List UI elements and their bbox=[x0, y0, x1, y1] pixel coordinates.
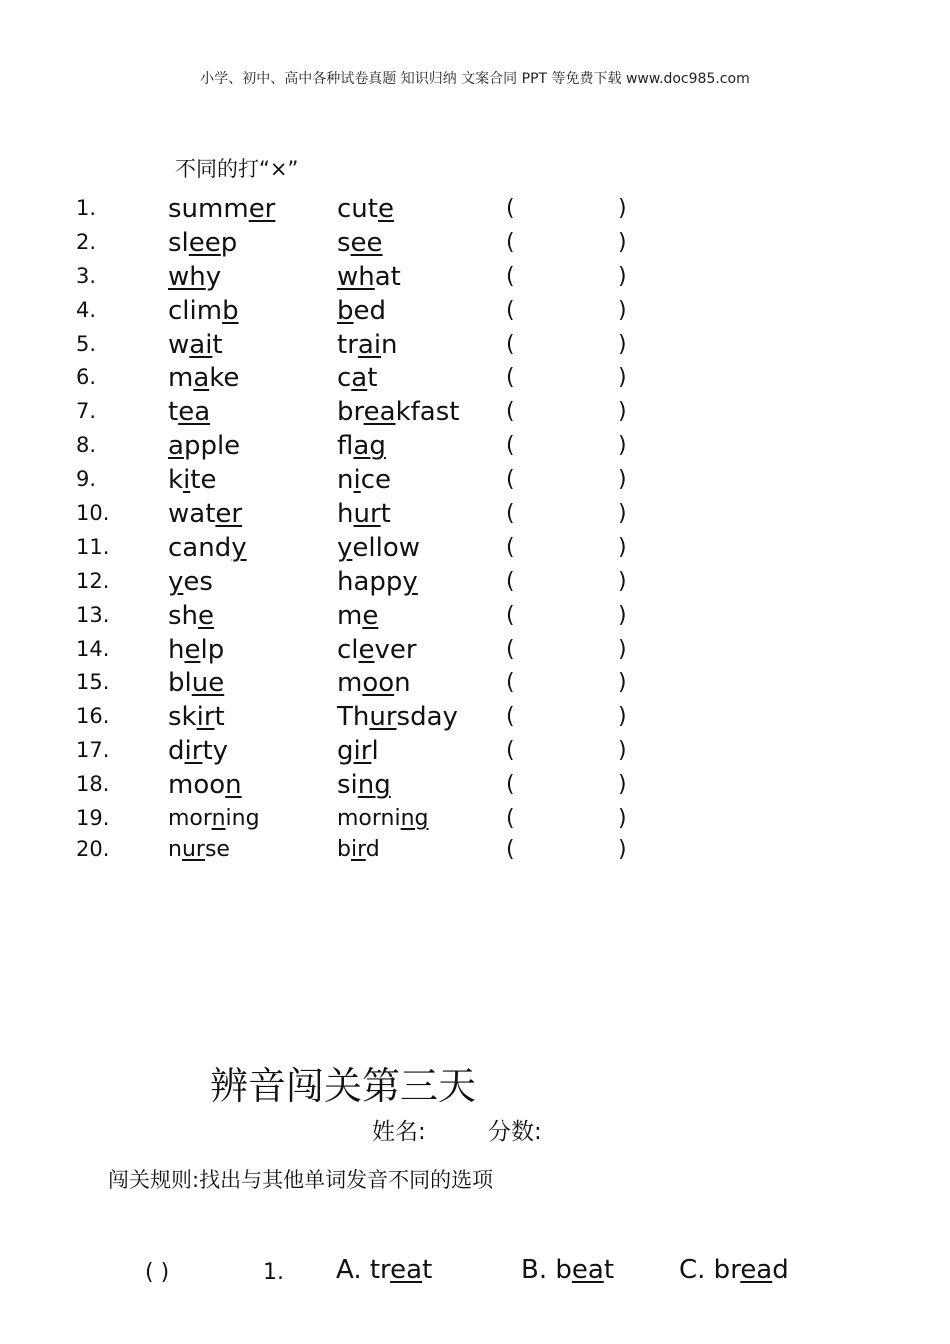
item-number: 18. bbox=[76, 772, 110, 797]
answer-paren-close: ) bbox=[618, 704, 627, 730]
answer-paren-open: ( bbox=[506, 263, 515, 289]
underlined-letters: a bbox=[168, 431, 184, 462]
word-two bbox=[337, 601, 378, 631]
list-item bbox=[0, 531, 950, 565]
list-item bbox=[0, 260, 950, 294]
item-number: 12. bbox=[76, 568, 110, 593]
word-part: ellow bbox=[352, 532, 421, 563]
word-part: k bbox=[168, 465, 184, 496]
list-item bbox=[0, 599, 950, 633]
option-b-post: t bbox=[603, 1255, 615, 1285]
word-one bbox=[168, 363, 239, 393]
underlined-letters: wh bbox=[168, 261, 206, 292]
underlined-letters: oo bbox=[362, 668, 395, 699]
word-part: bl bbox=[168, 668, 192, 699]
word-one bbox=[168, 431, 240, 461]
word-part: fl bbox=[337, 431, 354, 462]
answer-paren-close: ) bbox=[618, 837, 627, 863]
word-part: h bbox=[337, 499, 354, 530]
underlined-letters: wh bbox=[337, 261, 375, 292]
word-part: happ bbox=[337, 566, 403, 597]
option-a-pre: A. tr bbox=[336, 1255, 391, 1285]
word-two bbox=[337, 837, 380, 862]
word-part: mor bbox=[168, 806, 212, 832]
word-part: clim bbox=[168, 295, 223, 326]
underlined-letters: ir bbox=[184, 736, 203, 767]
list-item bbox=[0, 361, 950, 395]
word-two bbox=[337, 533, 420, 563]
word-one bbox=[168, 228, 237, 258]
word-two bbox=[337, 431, 386, 461]
word-one bbox=[168, 465, 217, 495]
list-item bbox=[0, 497, 950, 531]
underlined-letters: b bbox=[222, 295, 239, 326]
answer-paren-open: ( bbox=[506, 568, 515, 594]
section-title: 辨音闯关第三天 bbox=[210, 1064, 477, 1108]
word-two bbox=[337, 363, 377, 393]
answer-paren-open: ( bbox=[506, 772, 515, 798]
word-part: n bbox=[381, 329, 398, 360]
word-part: n bbox=[337, 465, 354, 496]
underlined-letters: b bbox=[337, 295, 354, 326]
answer-paren-open: ( bbox=[506, 738, 515, 764]
word-part: w bbox=[168, 329, 190, 360]
word-part: cand bbox=[168, 532, 232, 563]
underlined-letters: y bbox=[231, 532, 247, 563]
underlined-letters: n bbox=[211, 806, 226, 832]
underlined-letters: ur bbox=[353, 499, 381, 530]
answer-paren-open: ( bbox=[506, 297, 515, 323]
word-two bbox=[337, 194, 394, 224]
item-number: 13. bbox=[76, 602, 110, 627]
option-a-post: t bbox=[422, 1255, 433, 1285]
word-one bbox=[168, 806, 260, 831]
underlined-letters: n bbox=[225, 770, 242, 801]
answer-paren-close: ) bbox=[618, 467, 627, 493]
word-part: m bbox=[337, 668, 363, 699]
answer-paren-close: ) bbox=[618, 806, 627, 832]
word-one bbox=[168, 262, 221, 292]
answer-paren-open: ( bbox=[506, 365, 515, 391]
list-item bbox=[0, 192, 950, 226]
answer-paren-close: ) bbox=[618, 636, 627, 662]
item-number: 15. bbox=[76, 670, 110, 695]
word-part: wat bbox=[168, 499, 216, 530]
word-part: ke bbox=[209, 363, 240, 394]
underlined-letters: e bbox=[377, 194, 394, 224]
answer-paren-close: ) bbox=[618, 196, 627, 221]
word-one bbox=[168, 533, 247, 563]
option-b bbox=[521, 1255, 614, 1285]
item-number: 16. bbox=[76, 704, 110, 729]
word-two bbox=[337, 702, 458, 732]
answer-paren-open: ( bbox=[506, 636, 515, 662]
score-label: 分数: bbox=[488, 1119, 542, 1145]
word-part: summ bbox=[168, 194, 249, 224]
answer-paren-close: ) bbox=[618, 738, 627, 764]
answer-paren-close: ) bbox=[618, 365, 627, 391]
item-number: 2. bbox=[76, 229, 97, 254]
underlined-letters: ng bbox=[357, 770, 391, 801]
word-two bbox=[337, 499, 391, 529]
word-part: tr bbox=[337, 329, 358, 360]
word-part: at bbox=[374, 261, 401, 292]
list-item bbox=[0, 734, 950, 768]
underlined-letters: e bbox=[362, 600, 379, 631]
word-part: pple bbox=[183, 431, 241, 462]
instruction: 不同的打“×” bbox=[175, 157, 299, 181]
item-number: 3. bbox=[76, 263, 97, 288]
word-one bbox=[168, 296, 239, 326]
word-two bbox=[337, 668, 411, 698]
answer-paren-close: ) bbox=[618, 501, 627, 527]
underlined-letters: e bbox=[358, 634, 375, 665]
option-b-pre: B. b bbox=[521, 1255, 572, 1285]
option-c-post: d bbox=[772, 1255, 789, 1285]
word-part: p bbox=[220, 227, 238, 258]
word-part: cl bbox=[337, 634, 359, 665]
word-part: sk bbox=[168, 702, 197, 733]
word-part: n bbox=[168, 837, 182, 863]
item-number: 14. bbox=[76, 636, 110, 661]
list-item bbox=[0, 328, 950, 362]
item-number: 20. bbox=[76, 837, 110, 862]
item-number: 9. bbox=[76, 467, 97, 492]
underlined-letters: ir bbox=[196, 702, 215, 733]
item-number: 1. bbox=[76, 196, 97, 220]
word-part: ed bbox=[353, 295, 387, 326]
underlined-letters: ag bbox=[353, 431, 386, 462]
underlined-letters: y bbox=[337, 532, 353, 563]
answer-paren-close: ) bbox=[618, 399, 627, 425]
list-item bbox=[0, 226, 950, 260]
underlined-letters: er bbox=[248, 194, 276, 224]
list-item bbox=[0, 463, 950, 497]
list-item bbox=[0, 429, 950, 463]
word-part: t bbox=[212, 329, 223, 360]
answer-paren-open: ( bbox=[506, 229, 515, 255]
page-header: 小学、初中、高中各种试卷真题 知识归纳 文案合同 PPT 等免费下载 www.doc985.com bbox=[200, 71, 750, 87]
word-part: kfast bbox=[395, 397, 460, 428]
word-part: m bbox=[337, 600, 363, 631]
rules-text: 闯关规则:找出与其他单词发音不同的选项 bbox=[108, 1168, 494, 1192]
underlined-letters: y bbox=[402, 566, 418, 597]
word-one bbox=[168, 397, 210, 427]
word-one bbox=[168, 770, 242, 800]
underlined-letters: i bbox=[353, 465, 361, 496]
option-b-mark: ea bbox=[571, 1255, 604, 1285]
underlined-letters: e bbox=[198, 600, 215, 631]
item-number: 6. bbox=[76, 365, 97, 390]
word-part: ver bbox=[374, 634, 417, 665]
underlined-letters: ur bbox=[369, 702, 397, 733]
word-part: moo bbox=[168, 770, 226, 801]
word-part: d bbox=[365, 837, 380, 863]
word-two bbox=[337, 397, 459, 427]
list-item bbox=[0, 633, 950, 667]
word-one bbox=[168, 194, 275, 224]
word-part: br bbox=[337, 397, 364, 428]
item-number: 17. bbox=[76, 738, 110, 763]
answer-paren-close: ) bbox=[618, 602, 627, 628]
answer-paren-close: ) bbox=[618, 433, 627, 459]
answer-paren-open: ( bbox=[506, 806, 515, 832]
underlined-letters: ai bbox=[189, 329, 213, 360]
answer-paren-open: ( bbox=[506, 196, 515, 221]
word-two bbox=[337, 262, 401, 292]
answer-paren-open: ( bbox=[506, 837, 515, 863]
word-two bbox=[337, 567, 418, 597]
item-number: 11. bbox=[76, 534, 110, 559]
answer-paren-close: ) bbox=[618, 772, 627, 798]
word-part: t bbox=[168, 397, 179, 428]
underlined-letters: ai bbox=[357, 329, 382, 360]
word-part: l bbox=[371, 736, 379, 767]
word-two bbox=[337, 228, 383, 258]
word-one bbox=[168, 837, 230, 862]
word-part: s bbox=[337, 227, 351, 258]
underlined-letters: i bbox=[183, 465, 191, 496]
word-part: se bbox=[204, 837, 230, 863]
answer-paren-open: ( bbox=[506, 534, 515, 560]
word-two bbox=[337, 465, 391, 495]
option-a bbox=[336, 1255, 432, 1285]
underlined-letters: ir bbox=[350, 837, 366, 863]
word-part: lp bbox=[200, 634, 225, 665]
word-part: Th bbox=[337, 702, 370, 733]
item-number: 19. bbox=[76, 806, 110, 831]
question-number: 1. bbox=[263, 1260, 284, 1285]
word-part: n bbox=[394, 668, 411, 699]
word-part: sl bbox=[168, 227, 189, 258]
answer-paren-close: ) bbox=[618, 534, 627, 560]
word-part: sday bbox=[396, 702, 458, 733]
underlined-letters: ea bbox=[363, 397, 396, 428]
list-item bbox=[0, 700, 950, 734]
word-part: ing bbox=[225, 806, 260, 832]
word-two bbox=[337, 296, 386, 326]
answer-paren-open: ( bbox=[506, 501, 515, 527]
item-number: 7. bbox=[76, 399, 97, 424]
underlined-letters: ue bbox=[191, 668, 225, 699]
answer-paren-open: ( bbox=[506, 331, 515, 357]
word-part: y bbox=[205, 261, 222, 292]
word-two bbox=[337, 770, 391, 800]
word-two bbox=[337, 736, 379, 766]
word-one bbox=[168, 499, 242, 529]
word-one bbox=[168, 330, 223, 360]
underlined-letters: ee bbox=[188, 227, 221, 258]
list-item bbox=[0, 666, 950, 700]
word-part: m bbox=[168, 363, 194, 394]
option-c-pre: C. br bbox=[679, 1255, 741, 1285]
word-part: d bbox=[168, 736, 185, 767]
answer-paren-open: ( bbox=[506, 704, 515, 730]
underlined-letters: er bbox=[215, 499, 243, 530]
item-number: 8. bbox=[76, 433, 97, 458]
answer-paren-close: ) bbox=[618, 331, 627, 357]
underlined-letters: ng bbox=[400, 806, 429, 832]
answer-paren-open: ( bbox=[506, 433, 515, 459]
underlined-letters: ur bbox=[181, 837, 205, 863]
word-part: h bbox=[168, 634, 185, 665]
answer-paren-close: ) bbox=[618, 263, 627, 289]
word-one bbox=[168, 736, 228, 766]
list-item bbox=[0, 833, 950, 864]
word-part: t bbox=[214, 702, 225, 733]
word-part: t bbox=[367, 363, 378, 394]
word-part: t bbox=[380, 499, 391, 530]
answer-paren-open: ( bbox=[506, 670, 515, 696]
word-part: ce bbox=[360, 465, 392, 496]
word-two bbox=[337, 635, 417, 665]
word-one bbox=[168, 702, 225, 732]
word-part: c bbox=[337, 363, 352, 394]
item-number: 4. bbox=[76, 297, 97, 322]
answer-paren-close: ) bbox=[618, 229, 627, 255]
word-list bbox=[0, 192, 950, 864]
answer-blank: ( ) bbox=[145, 1260, 170, 1285]
word-two bbox=[337, 330, 398, 360]
option-c-mark: ea bbox=[740, 1255, 773, 1285]
word-part: morni bbox=[337, 806, 401, 832]
item-number: 5. bbox=[76, 331, 97, 356]
list-item bbox=[0, 565, 950, 599]
word-part: cut bbox=[337, 194, 378, 224]
option-a-mark: ea bbox=[390, 1255, 423, 1285]
word-part: te bbox=[190, 465, 217, 496]
underlined-letters: ee bbox=[350, 227, 383, 258]
option-c bbox=[679, 1255, 789, 1285]
item-number: 10. bbox=[76, 501, 110, 526]
underlined-letters: e bbox=[184, 634, 201, 665]
word-part: si bbox=[337, 770, 358, 801]
answer-paren-open: ( bbox=[506, 467, 515, 493]
word-part: ty bbox=[202, 736, 229, 767]
word-one bbox=[168, 668, 224, 698]
answer-paren-close: ) bbox=[618, 297, 627, 323]
answer-paren-close: ) bbox=[618, 568, 627, 594]
underlined-letters: a bbox=[351, 363, 368, 394]
underlined-letters: ir bbox=[353, 736, 372, 767]
word-part: es bbox=[183, 566, 213, 597]
underlined-letters: a bbox=[193, 363, 210, 394]
word-part: b bbox=[337, 837, 351, 863]
word-part: sh bbox=[168, 600, 199, 631]
word-one bbox=[168, 601, 214, 631]
list-item bbox=[0, 802, 950, 833]
word-part: g bbox=[337, 736, 354, 767]
word-two bbox=[337, 806, 429, 831]
answer-paren-open: ( bbox=[506, 399, 515, 425]
name-label: 姓名: bbox=[372, 1119, 426, 1145]
list-item bbox=[0, 294, 950, 328]
answer-paren-open: ( bbox=[506, 602, 515, 628]
underlined-letters: ea bbox=[178, 397, 211, 428]
list-item bbox=[0, 395, 950, 429]
underlined-letters: y bbox=[168, 566, 184, 597]
word-one bbox=[168, 567, 213, 597]
answer-paren-close: ) bbox=[618, 670, 627, 696]
word-one bbox=[168, 635, 224, 665]
list-item bbox=[0, 768, 950, 802]
